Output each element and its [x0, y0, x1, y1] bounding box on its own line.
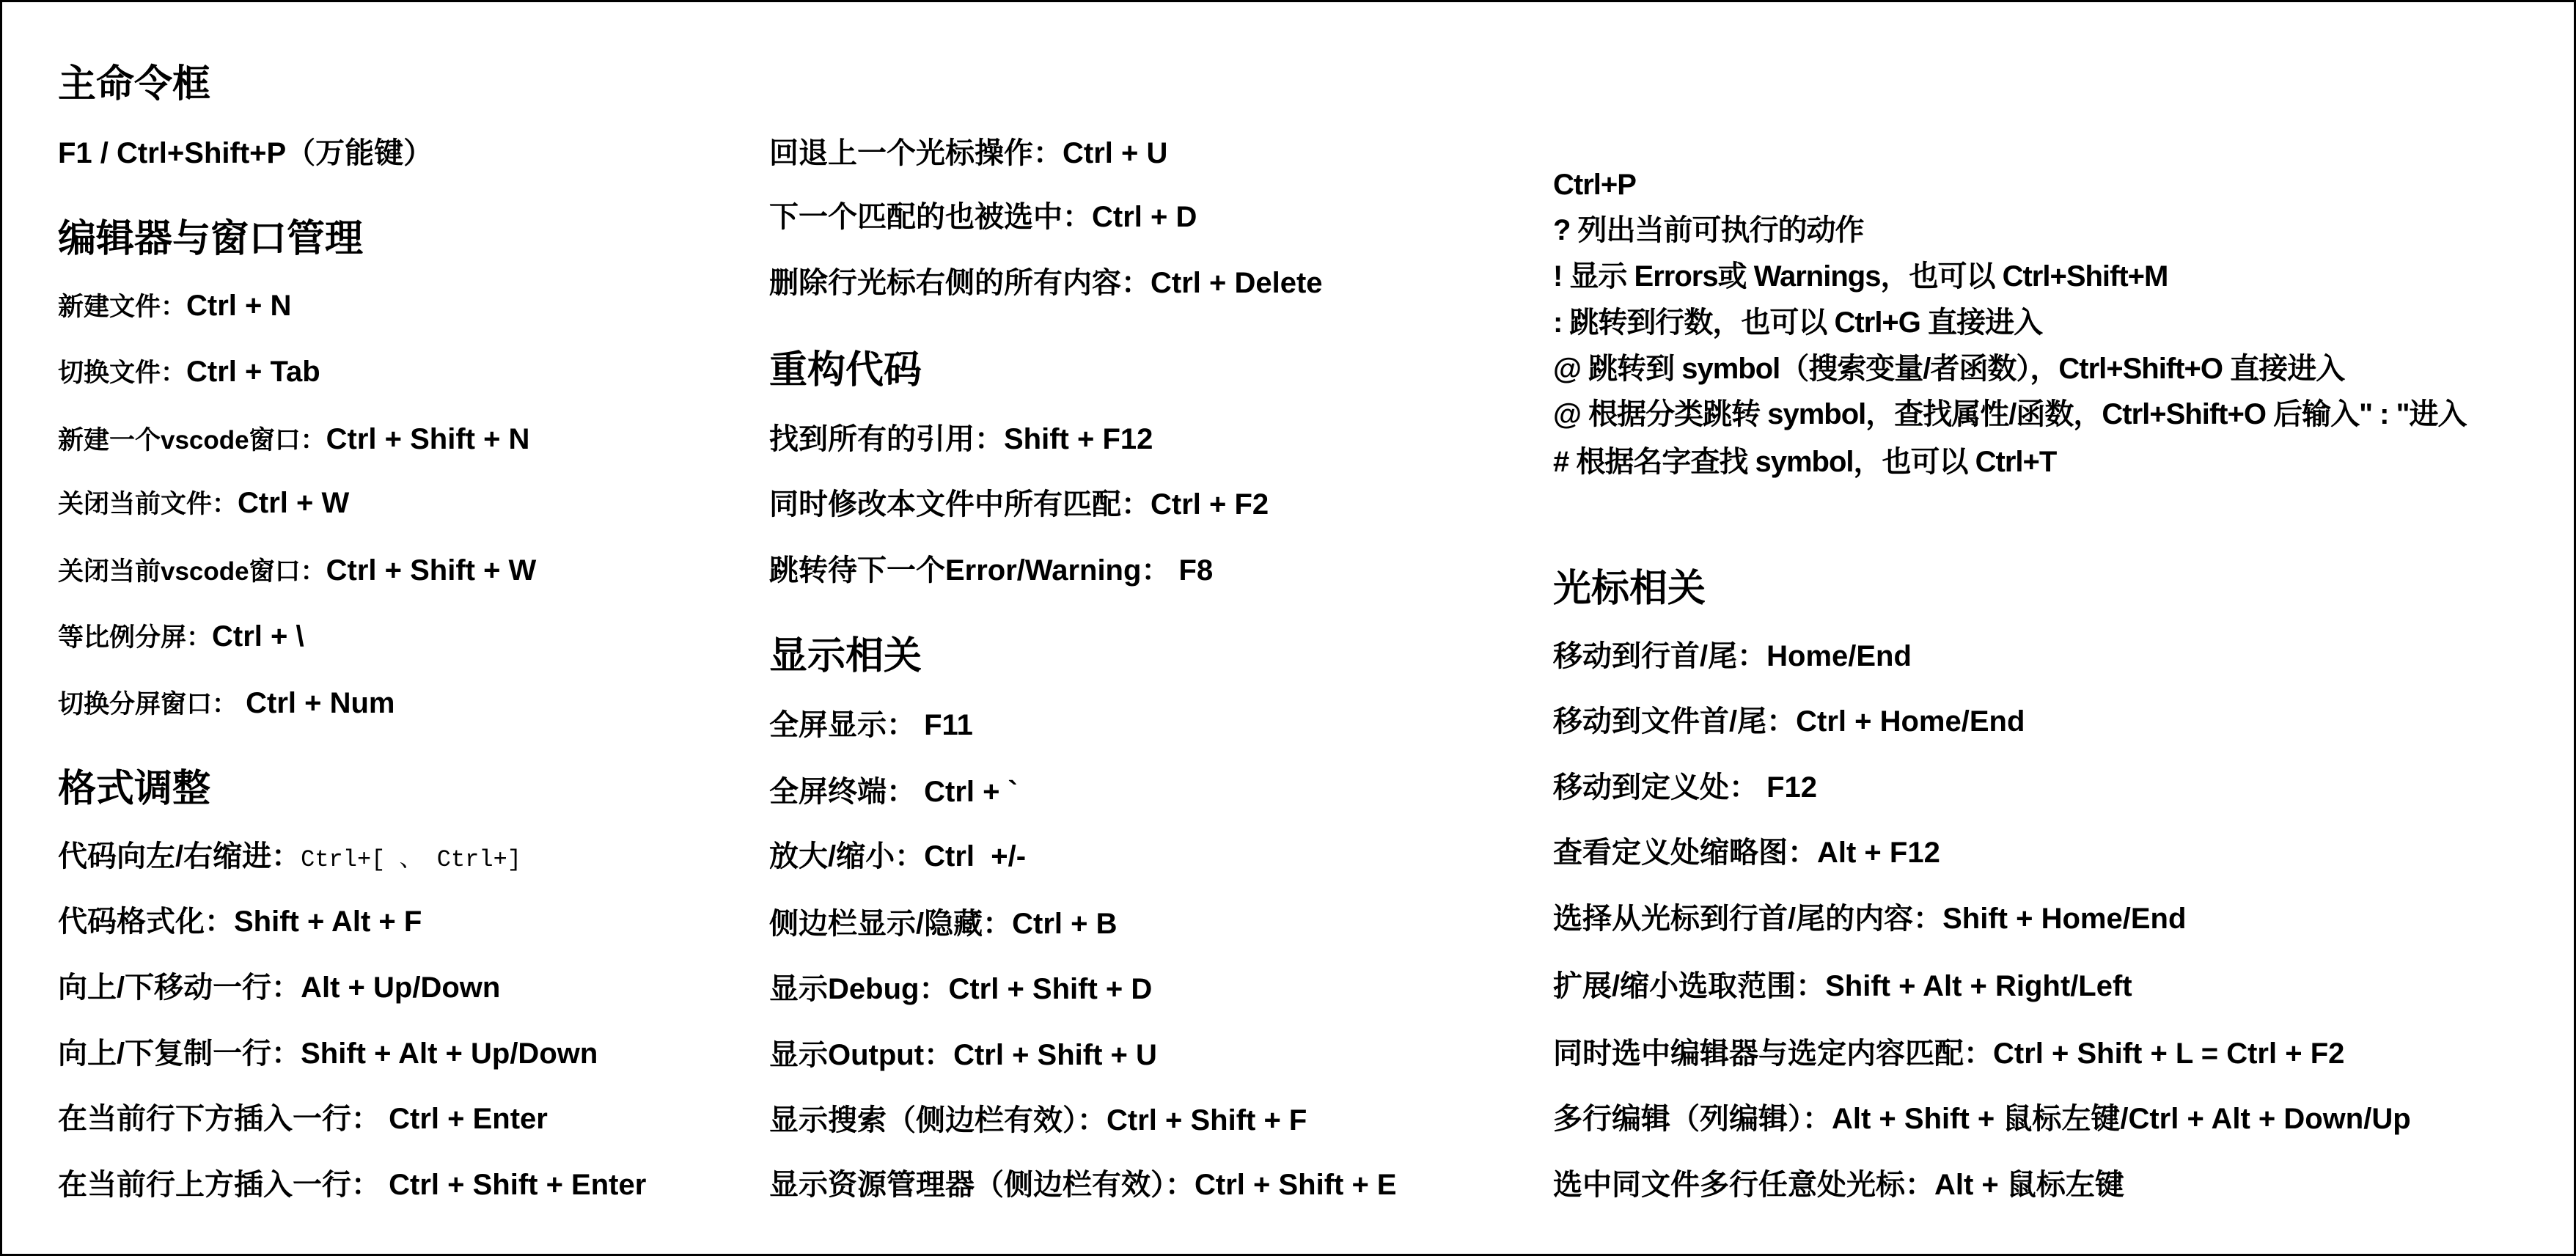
shortcut-item [769, 199, 1197, 235]
shortcut-keys: Shift + Alt + F [234, 906, 422, 938]
shortcut-keys: Ctrl + Shift + U [953, 1039, 1157, 1071]
shortcut-item [1553, 1036, 2344, 1071]
shortcut-label: 同时选中编辑器与选定内容匹配： [1553, 1038, 1993, 1070]
shortcut-item [769, 708, 973, 743]
shortcut-keys: Ctrl + \ [212, 620, 304, 653]
shortcut-keys: Ctrl + Delete [1151, 267, 1323, 299]
shortcut-label: 向上/下移动一行： [58, 972, 301, 1004]
shortcut-label: 代码向左/右缩进： [58, 840, 301, 873]
shortcut-item [58, 422, 529, 457]
shortcut-label: 移动到文件首/尾： [1553, 705, 1797, 738]
shortcut-item [58, 136, 433, 171]
shortcut-label: 全屏显示： [769, 709, 916, 741]
shortcut-label: 新建文件： [58, 293, 187, 321]
quick-open-hint: ? 列出当前可执行的动作 [1553, 214, 1864, 246]
section-heading: 格式调整 [58, 767, 211, 810]
shortcut-item [58, 1036, 598, 1071]
shortcut-label: 回退上一个光标操作： [769, 137, 1063, 169]
shortcut-keys: F11 [916, 709, 973, 741]
shortcut-keys: Shift + Alt + Up/Down [301, 1038, 598, 1070]
shortcut-item [769, 136, 1167, 171]
quick-open-hint: @ 跳转到 symbol（搜索变量/者函数），Ctrl+Shift+O 直接进入 [1553, 353, 2345, 385]
shortcut-keys: Ctrl + Shift + F [1107, 1104, 1307, 1136]
shortcut-keys: Shift + F12 [1004, 423, 1153, 455]
shortcut-label: 侧边栏显示/隐藏： [769, 908, 1013, 940]
shortcut-label: 查看定义处缩略图： [1553, 837, 1817, 869]
quick-open-hint: ! 显示 Errors或 Warnings，也可以 Ctrl+Shift+M [1553, 260, 2168, 293]
shortcut-label: 选中同文件多行任意处光标： [1553, 1169, 1934, 1201]
shortcut-label: 显示Output： [769, 1039, 954, 1071]
shortcut-label: 切换文件： [58, 359, 187, 387]
shortcut-item [1553, 969, 2132, 1004]
shortcut-keys: Ctrl + Shift + D [948, 973, 1153, 1005]
shortcut-keys: Ctrl+[ 、 Ctrl+] [301, 845, 521, 873]
quick-open-hint: @ 根据分类跳转 symbol，查找属性/函数，Ctrl+Shift+O 后输入" : "进入 [1553, 398, 2467, 430]
shortcut-item [769, 487, 1269, 522]
shortcut-keys: Shift + Alt + Right/Left [1825, 970, 2132, 1002]
shortcut-label: 扩展/缩小选取范围： [1553, 970, 1826, 1002]
shortcut-item [1553, 1167, 2124, 1202]
shortcut-label: 删除行光标右侧的所有内容： [769, 267, 1151, 299]
shortcut-keys: Shift + Home/End [1942, 903, 2187, 935]
shortcut-label: 新建一个vscode窗口： [58, 426, 326, 455]
shortcut-keys: Ctrl + Num [238, 687, 395, 719]
shortcut-keys: Ctrl + Shift + W [326, 554, 537, 587]
quick-open-hint: # 根据名字查找 symbol，也可以 Ctrl+T [1553, 446, 2057, 478]
shortcut-label: 等比例分屏： [58, 623, 213, 652]
shortcut-keys: Ctrl + B [1012, 908, 1118, 940]
shortcut-label: 显示Debug： [769, 973, 949, 1005]
shortcut-label: 移动到定义处： [1553, 771, 1758, 804]
shortcut-label: 下一个匹配的也被选中： [769, 201, 1092, 233]
shortcut-keys: Ctrl + Shift + N [326, 423, 530, 455]
shortcut-label: 同时修改本文件中所有匹配： [769, 488, 1151, 521]
shortcut-item [1553, 1101, 2411, 1136]
section-heading: 显示相关 [769, 634, 922, 677]
shortcut-item [58, 485, 349, 521]
shortcut-label: 关闭当前文件： [58, 490, 238, 518]
shortcut-item [58, 1167, 646, 1202]
shortcut-label: 在当前行下方插入一行： [58, 1103, 381, 1135]
shortcut-label: 关闭当前vscode窗口： [58, 557, 326, 586]
shortcut-item [1553, 901, 2186, 936]
shortcut-keys: Ctrl + W [238, 487, 350, 519]
section-heading: 编辑器与窗口管理 [58, 217, 364, 260]
quick-open-hint: : 跳转到行数，也可以 Ctrl+G 直接进入 [1553, 306, 2043, 339]
shortcut-item [58, 904, 422, 939]
shortcut-keys: Ctrl + N [186, 290, 292, 322]
shortcut-keys: Ctrl + F2 [1151, 488, 1269, 521]
shortcut-label: 向上/下复制一行： [58, 1038, 301, 1070]
shortcut-keys: Ctrl + Enter [381, 1103, 548, 1135]
shortcut-item [58, 619, 304, 654]
shortcut-keys: F8 [1170, 554, 1214, 587]
shortcut-item [1553, 770, 1817, 805]
shortcut-item [58, 970, 500, 1005]
shortcut-item [769, 972, 1152, 1007]
shortcut-label: 全屏终端： [769, 776, 916, 808]
shortcut-item [769, 1038, 1157, 1073]
shortcut-keys: Alt + 鼠标左键 [1934, 1169, 2124, 1201]
shortcut-keys: Ctrl + ` [916, 776, 1018, 808]
shortcut-label: 切换分屏窗口： [58, 690, 238, 719]
shortcut-item [769, 839, 1026, 874]
shortcut-item [58, 288, 291, 323]
shortcut-keys: Ctrl + Shift + Enter [381, 1169, 647, 1201]
shortcut-item [1553, 704, 2025, 739]
shortcut-label: 多行编辑（列编辑）： [1553, 1103, 1832, 1135]
shortcut-item [1553, 639, 1912, 674]
shortcut-item [58, 686, 395, 721]
shortcut-item [1553, 835, 1940, 870]
shortcut-keys: F12 [1758, 771, 1818, 804]
section-heading: 主命令框 [58, 62, 211, 106]
shortcut-item [769, 553, 1213, 588]
shortcut-item [58, 354, 320, 389]
shortcut-item [58, 1101, 548, 1136]
shortcut-label: 放大/缩小： [769, 840, 925, 873]
shortcut-keys: Ctrl + Shift + L = Ctrl + F2 [1993, 1038, 2345, 1070]
shortcut-item [769, 422, 1153, 457]
shortcut-label: F1 / Ctrl+Shift+P（万能键） [58, 137, 433, 169]
shortcut-label: 跳转待下一个Error/Warning： [769, 554, 1171, 587]
shortcut-keys: Ctrl + Home/End [1796, 705, 2025, 738]
shortcut-keys: Alt + F12 [1817, 837, 1940, 869]
shortcut-label: 显示资源管理器（侧边栏有效）： [769, 1169, 1195, 1201]
shortcut-keys: Ctrl + D [1092, 201, 1197, 233]
shortcut-keys: Ctrl + U [1063, 137, 1168, 169]
shortcut-keys: Alt + Shift + 鼠标左键/Ctrl + Alt + Down/Up [1832, 1103, 2411, 1135]
shortcut-keys: Ctrl + Tab [186, 356, 320, 388]
shortcut-item [769, 1103, 1307, 1138]
shortcut-label: 显示搜索（侧边栏有效）： [769, 1104, 1107, 1136]
shortcut-label: 选择从光标到行首/尾的内容： [1553, 903, 1943, 935]
shortcut-item [769, 265, 1323, 301]
shortcut-item [769, 906, 1117, 941]
shortcut-keys: Ctrl +/- [924, 840, 1027, 873]
shortcut-keys: Home/End [1766, 640, 1912, 672]
shortcut-label: 代码格式化： [58, 906, 234, 938]
section-heading: 光标相关 [1553, 567, 1706, 610]
quick-open-hint: Ctrl+P [1553, 169, 1636, 201]
shortcut-item [769, 1167, 1397, 1202]
shortcut-label: 移动到行首/尾： [1553, 640, 1767, 672]
shortcut-item [769, 774, 1018, 809]
shortcut-label: 在当前行上方插入一行： [58, 1169, 381, 1201]
shortcut-keys: Ctrl + Shift + E [1195, 1169, 1397, 1201]
shortcut-item [58, 839, 521, 874]
shortcut-label: 找到所有的引用： [769, 423, 1004, 455]
section-heading: 重构代码 [769, 348, 922, 392]
shortcut-keys: Alt + Up/Down [301, 972, 501, 1004]
shortcut-item [58, 553, 536, 588]
